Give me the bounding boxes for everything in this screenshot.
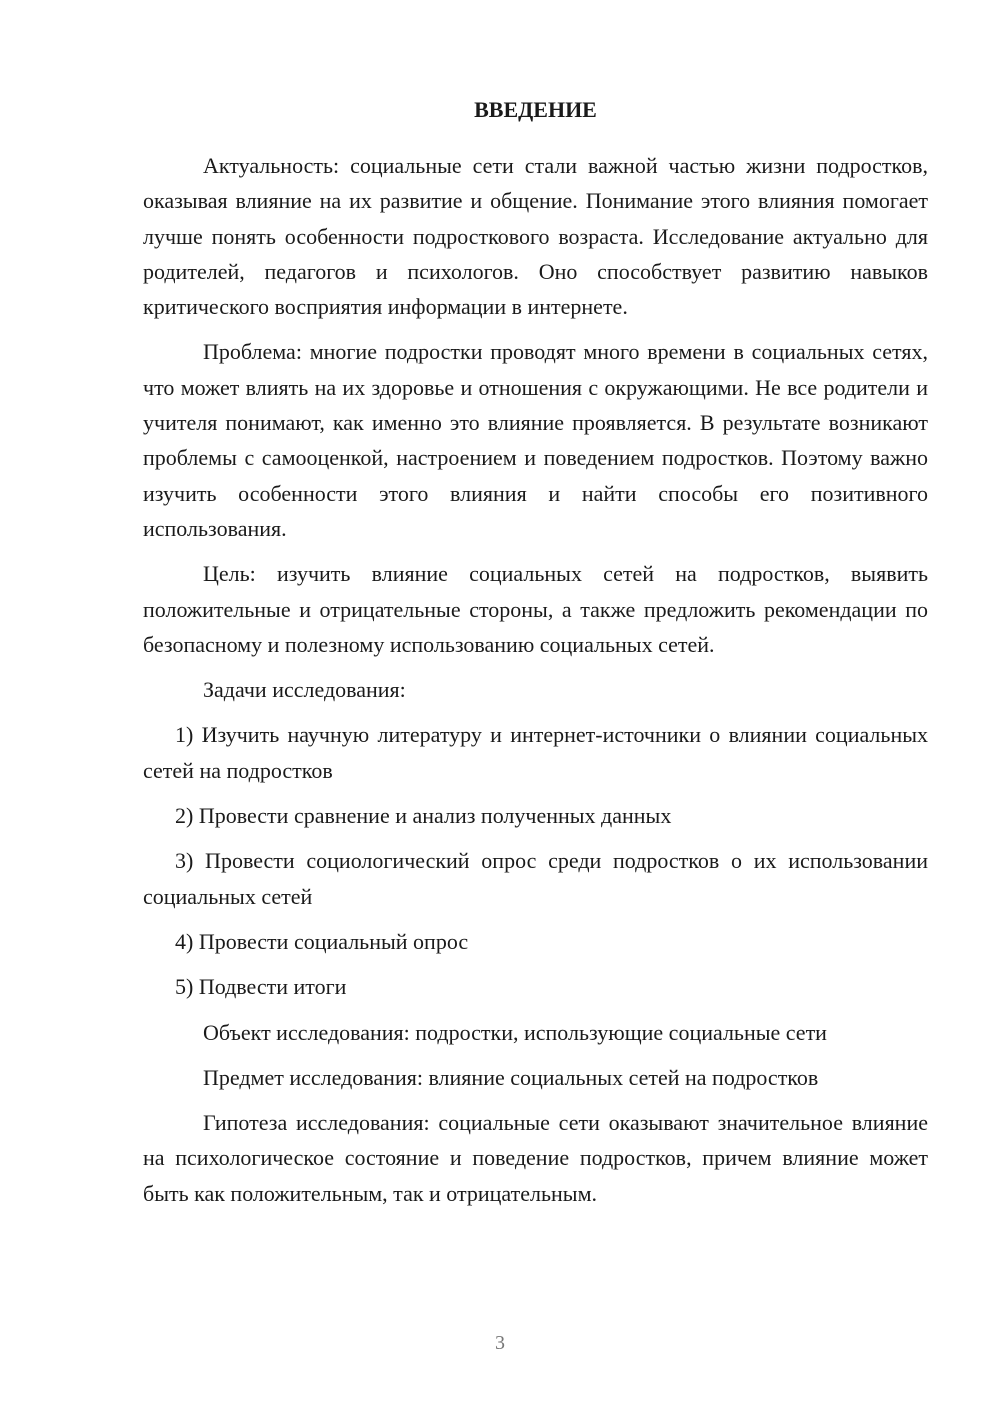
relevance-paragraph: Актуальность: социальные сети стали важной частью жизни подростков, оказывая влияние на их развитие и общение. Понимание этого влияния помогает лучше понять особенности подросткового возраста. Исследование актуально для родителей, педагогов и психологов. Оно способствует развитию навыков критического восприятия информации в интернете.	[143, 153, 928, 320]
task-item-1: 1) Изучить научную литературу и интернет-источники о влиянии социальных сетей на подростков	[143, 722, 928, 783]
subject-paragraph: Предмет исследования: влияние социальных сетей на подростков	[203, 1064, 819, 1090]
task-item-5: 5) Подвести итоги	[175, 974, 347, 1000]
task-item-2: 2) Провести сравнение и анализ полученных данных	[175, 803, 672, 829]
hypothesis-paragraph: Гипотеза исследования: социальные сети оказывают значительное влияние на психологическое состояние и поведение подростков, причем влияние может быть как положительным, так и отрицательным.	[143, 1110, 928, 1206]
task-item-3: 3) Провести социологический опрос среди подростков о их использовании социальных сетей	[143, 848, 928, 909]
problem-paragraph: Проблема: многие подростки проводят много времени в социальных сетях, что может влиять на их здоровье и отношения с окружающими. Не все родители и учителя понимают, как именно это влияние проявляется. В результате возникают проблемы с самооценкой, настроением и поведением подростков. Поэтому важно изучить особенности этого влияния и найти способы его позитивного использования.	[143, 339, 928, 541]
tasks-title: Задачи исследования:	[203, 677, 406, 703]
page-number: 3	[495, 1332, 505, 1354]
goal-paragraph: Цель: изучить влияние социальных сетей на подростков, выявить положительные и отрицательные стороны, а также предложить рекомендации по безопасному и полезному использованию социальных сетей.	[143, 561, 928, 657]
object-paragraph: Объект исследования: подростки, использующие социальные сети	[203, 1019, 827, 1045]
document-page	[143, 92, 928, 1221]
page-title: ВВЕДЕНИЕ	[474, 97, 597, 122]
task-item-4: 4) Провести социальный опрос	[175, 928, 469, 954]
